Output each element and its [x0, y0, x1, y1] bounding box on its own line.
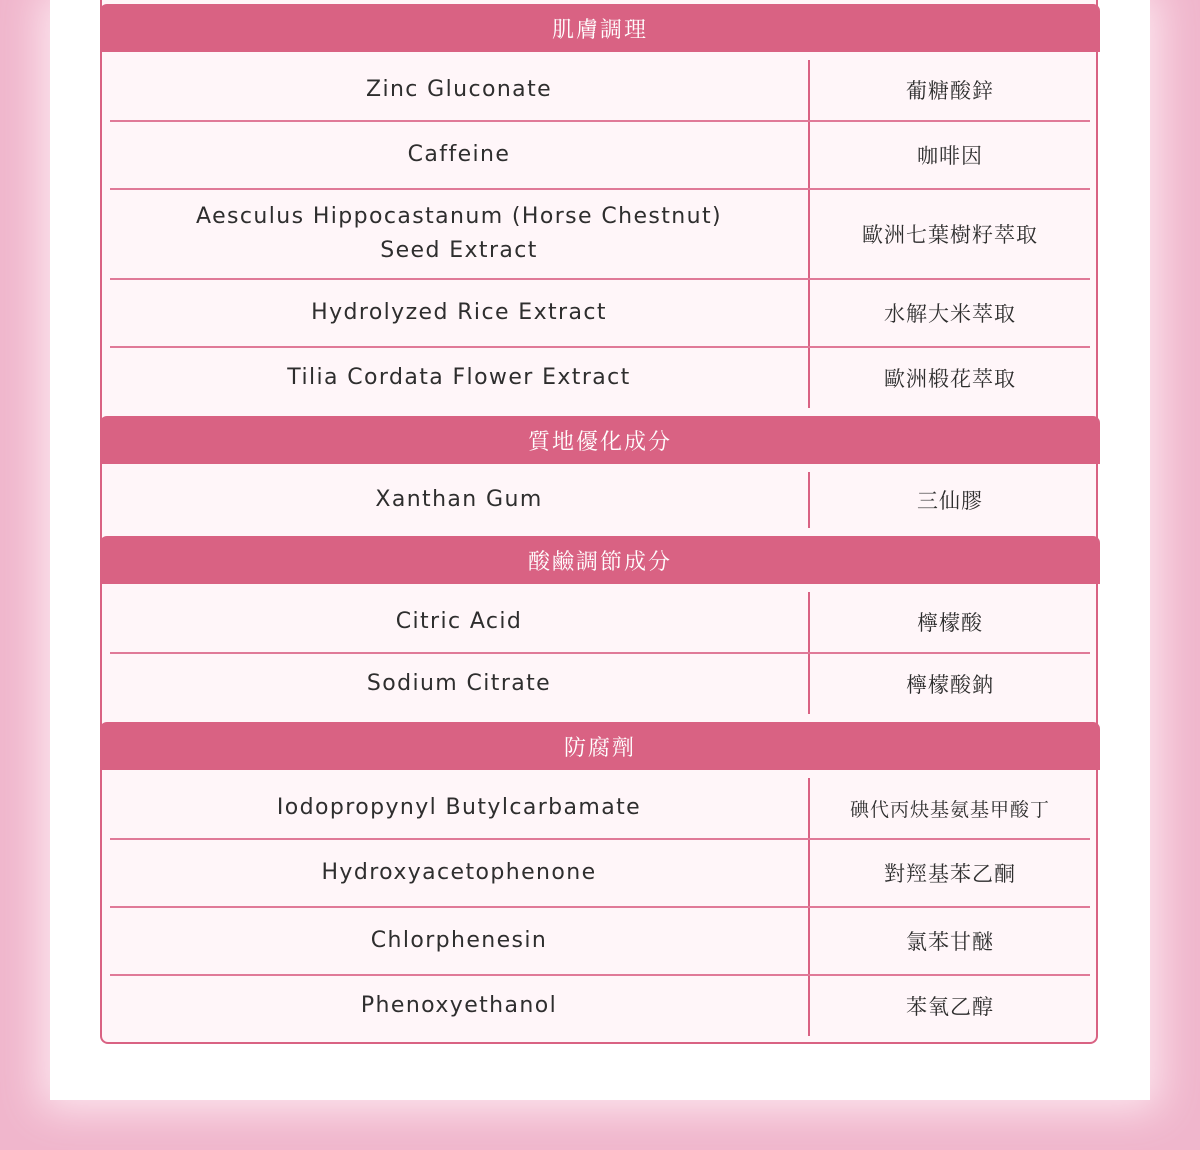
ingredient-en: Citric Acid	[110, 592, 810, 652]
ingredient-en-line: Seed Extract	[380, 238, 538, 263]
section-header-texture	[100, 416, 1100, 464]
ingredient-zh: 氯苯甘醚	[906, 930, 994, 954]
table-row	[110, 348, 1090, 408]
ingredient-zh: 歐洲七葉樹籽萃取	[862, 223, 1038, 247]
ingredient-zh: 對羥基苯乙酮	[884, 862, 1016, 886]
section-title: 防腐劑	[563, 735, 636, 761]
ingredient-en: Iodopropynyl Butylcarbamate	[110, 778, 810, 838]
table-row	[110, 654, 1090, 714]
ingredient-zh: 歐洲椴花萃取	[884, 367, 1016, 391]
ingredient-en-line: Aesculus Hippocastanum (Horse Chestnut)	[196, 204, 722, 229]
ingredient-zh: 三仙膠	[917, 489, 983, 513]
section-title: 質地優化成分	[527, 429, 672, 455]
section-header-preservatives	[100, 722, 1100, 770]
ingredient-en: Zinc Gluconate	[110, 60, 810, 120]
table-row	[110, 472, 1090, 528]
ingredient-zh: 葡糖酸鋅	[906, 79, 994, 103]
table-row	[110, 592, 1090, 654]
table-row	[110, 908, 1090, 976]
table-row	[110, 122, 1090, 190]
table-row	[110, 976, 1090, 1036]
ingredient-en	[110, 190, 810, 278]
table-row	[110, 280, 1090, 348]
ingredient-zh: 碘代丙炔基氨基甲酸丁	[849, 798, 1050, 821]
table-row	[110, 60, 1090, 122]
table-row	[110, 840, 1090, 908]
section-title: 肌膚調理	[551, 17, 648, 43]
ingredient-en: Xanthan Gum	[110, 472, 810, 528]
ingredient-en: Chlorphenesin	[110, 908, 810, 974]
section-header-ph-adjusters	[100, 536, 1100, 584]
ingredient-zh: 水解大米萃取	[884, 302, 1016, 326]
section-header-skin-conditioning	[100, 4, 1100, 52]
ingredient-en: Hydroxyacetophenone	[110, 840, 810, 906]
ingredient-zh: 檸檬酸	[917, 611, 983, 635]
ingredient-en: Hydrolyzed Rice Extract	[110, 280, 810, 346]
ingredient-en: Phenoxyethanol	[110, 976, 810, 1036]
ingredient-zh: 苯氧乙醇	[906, 995, 994, 1019]
ingredient-zh: 檸檬酸鈉	[906, 673, 994, 697]
ingredient-en: Caffeine	[110, 122, 810, 188]
ingredient-en: Tilia Cordata Flower Extract	[110, 348, 810, 408]
ingredient-en: Sodium Citrate	[110, 654, 810, 714]
table-row	[110, 778, 1090, 840]
ingredient-zh: 咖啡因	[917, 144, 983, 168]
section-title: 酸鹼調節成分	[527, 549, 672, 575]
table-row	[110, 190, 1090, 280]
